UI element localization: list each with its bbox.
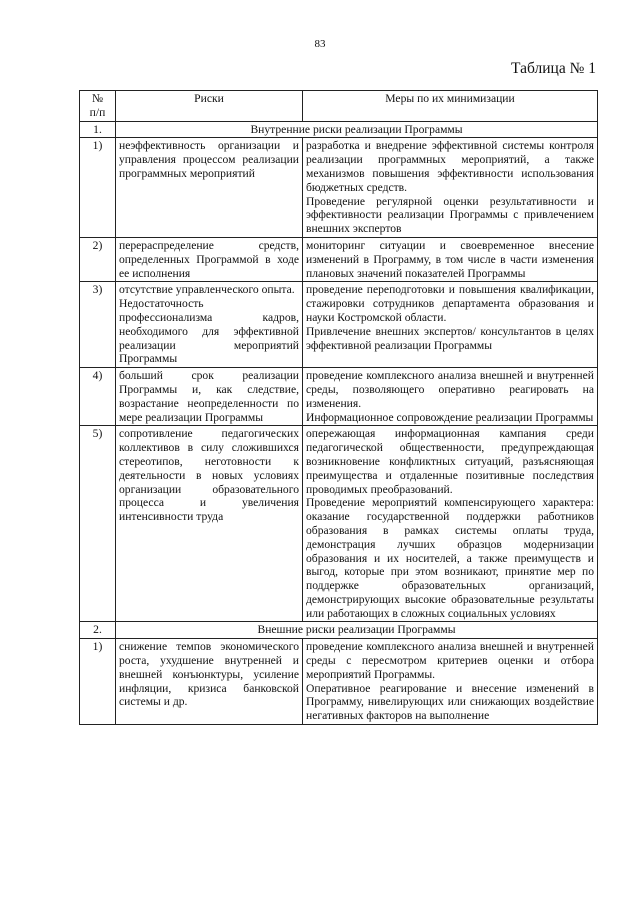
table-body (80, 121, 598, 724)
row-number: 1) (80, 138, 116, 238)
table-row (80, 237, 598, 281)
risk-text: снижение темпов экономического роста, ухудшение внутренней и внешней конъюнктуры, усиление инфляции, кризиса банковской системы и др. (119, 640, 299, 709)
measures-cell (303, 138, 598, 238)
risk-text: перераспределение средств, определенных Программой в ходе ее исполнения (119, 238, 299, 280)
measure-text: Проведение регулярной оценки результативности и эффективности реализации Программы с привлечением внешних экспертов (306, 194, 594, 236)
risk-text: больший срок реализации Программы и, как следствие, возрастание неопределенности по мере реализации Программы (119, 369, 299, 424)
row-number: 1) (80, 639, 116, 725)
row-number: 5) (80, 426, 116, 622)
measures-cell (303, 639, 598, 725)
row-number: 3) (80, 282, 116, 368)
risk-text: Недостаточность профессионализма кадров, необходимого для эффективной реализации мероприятий Программы (119, 297, 299, 366)
measure-text: Проведение мероприятий компенсирующего характера: оказание государственной поддержки работников образования в рамках системы оплаты труда, демонстрация лучших образцов модернизации образования и их носителей, а также преимуществ и выгод, которые при этом возникают, принятие мер по поддержке образовательных организаций, демонстрирующих высокие образовательные результаты или работающих в сложных социальных условиях (306, 496, 594, 620)
measures-cell (303, 426, 598, 622)
table-row (80, 138, 598, 238)
section-number: 2. (80, 622, 116, 639)
section-number: 1. (80, 121, 116, 138)
section-title: Внешние риски реализации Программы (116, 622, 598, 639)
section-row (80, 622, 598, 639)
measures-cell (303, 237, 598, 281)
risk-table (79, 90, 598, 725)
measure-text: опережающая информационная кампания среди педагогической общественности, предупреждающая возникновение конфликтных ситуаций, разъясняющая преимущества и отдаленные позитивные последствия проводимых преобразований. (306, 427, 594, 496)
measures-cell (303, 368, 598, 426)
section-title: Внутренние риски реализации Программы (116, 121, 598, 138)
header-num: № п/п (80, 91, 116, 122)
risk-cell (116, 368, 303, 426)
table-row (80, 426, 598, 622)
risk-text: отсутствие управленческого опыта. (119, 283, 295, 297)
risk-text: сопротивление педагогических коллективов в силу сложившихся стереотипов, неготовности к деятельности в новых условиях организации образовательного процесса и увеличения интенсивности труда (119, 427, 299, 524)
risk-cell (116, 138, 303, 238)
risk-cell (116, 237, 303, 281)
section-row (80, 121, 598, 138)
measure-text: проведение комплексного анализа внешней и внутренней среды с пересмотром критериев оценки и отбора мероприятий Программы. (306, 640, 594, 681)
table-row (80, 639, 598, 725)
risk-cell (116, 639, 303, 725)
measure-text: проведение переподготовки и повышения квалификации, стажировки сотрудников департамента образования и науки Костромской области. (306, 283, 594, 324)
table-row (80, 368, 598, 426)
measures-cell (303, 282, 598, 368)
measure-text: проведение комплексного анализа внешней и внутренней среды, позволяющего оперативно реагировать на изменения. (306, 369, 594, 410)
page-number: 83 (314, 38, 326, 50)
risk-cell (116, 282, 303, 368)
measure-text: Оперативное реагирование и внесение изменений в Программу, нивелирующих или снижающих воздействие негативных факторов на выполнение (306, 681, 594, 723)
row-number: 4) (80, 368, 116, 426)
risk-cell (116, 426, 303, 622)
measure-text: мониторинг ситуации и своевременное внесение изменений в Программу, в том числе в части изменения плановых значений показателей Программы (306, 238, 594, 280)
header-measures: Меры по их минимизации (303, 91, 598, 122)
table-title: Таблица № 1 (511, 60, 596, 77)
measure-text: разработка и внедрение эффективной системы контроля реализации программных мероприятий, а также механизмов повышения эффективности использования бюджетных средств. (306, 139, 594, 194)
row-number: 2) (80, 237, 116, 281)
header-risks: Риски (116, 91, 303, 122)
table-header-row (80, 91, 598, 122)
table-row (80, 282, 598, 368)
measure-text: Информационное сопровождение реализации Программы (306, 410, 594, 424)
risk-text: неэффективность организации и управления процессом реализации программных мероприятий (119, 139, 299, 180)
measure-text: Привлечение внешних экспертов/ консультантов в целях эффективной реализации Программы (306, 324, 594, 352)
